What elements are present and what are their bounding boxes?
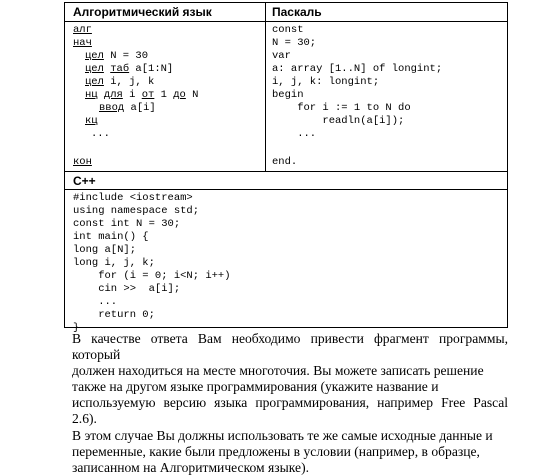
cpp-line: using namespace std;: [73, 205, 200, 217]
cpp-line: for (i = 0; i<N; i++): [73, 270, 231, 282]
algo-line: кц: [85, 115, 98, 127]
algo-line: кон: [73, 156, 92, 168]
algo-line: алг: [73, 24, 92, 36]
algo-line: ввод a[i]: [99, 102, 156, 114]
cpp-line: #include <iostream>: [73, 192, 193, 204]
paragraph-line: В качестве ответа Вам необходимо привести фрагмент программы, который: [72, 331, 508, 363]
cpp-line: int main() {: [73, 231, 149, 243]
algo-line: цел таб a[1:N]: [85, 63, 174, 75]
header-algo: Алгоритмический язык: [73, 5, 212, 19]
algo-line: цел i, j, k: [85, 76, 155, 88]
algo-line: ...: [91, 128, 110, 140]
paragraph-line: записанном на Алгоритмическом языке).: [72, 459, 310, 475]
paragraph-line: должен находиться на месте многоточия. Вы можете записать решение: [72, 363, 484, 379]
pascal-line: var: [272, 50, 291, 62]
paragraph-line: также на другом языке программирования (укажите название и: [72, 379, 439, 395]
code-comparison-table: [64, 2, 508, 334]
header-pascal: Паскаль: [272, 5, 322, 19]
pascal-line: const: [272, 24, 304, 36]
cpp-line: return 0;: [73, 309, 155, 321]
pascal-line: begin: [272, 89, 304, 101]
cpp-line: }: [73, 322, 80, 334]
cpp-line: const int N = 30;: [73, 218, 181, 230]
header-cpp: C++: [73, 174, 96, 188]
cpp-line: long i, j, k;: [73, 257, 155, 269]
pascal-line: end.: [272, 156, 298, 168]
cpp-line: long a[N];: [73, 244, 137, 256]
cpp-header-divider: [65, 189, 507, 190]
paragraph-line: используемую версию языка программирования, например Free Pascal 2.6).: [72, 395, 508, 427]
cpp-line: cin >> a[i];: [73, 283, 181, 295]
pascal-line: for i := 1 to N do: [272, 102, 411, 114]
pascal-line: readln(a[i]);: [272, 115, 405, 127]
algo-line: нц для i от 1 до N: [85, 89, 199, 101]
pascal-line: ...: [272, 128, 317, 140]
pascal-line: i, j, k: longint;: [272, 76, 380, 88]
pascal-line: a: array [1..N] of longint;: [272, 63, 443, 75]
pascal-line: N = 30;: [272, 37, 317, 49]
algo-line: нач: [73, 37, 92, 49]
algo-line: цел N = 30: [85, 50, 149, 62]
instructions-paragraph: [72, 331, 508, 476]
header-divider: [65, 21, 507, 22]
paragraph-line: В этом случае Вы должны использовать те же самые исходные данные и: [72, 427, 493, 443]
paragraph-line: переменные, какие были предложены в условии (например, в образце,: [72, 443, 480, 459]
column-divider: [265, 3, 266, 171]
section-divider: [65, 171, 507, 172]
cpp-line: ...: [73, 296, 118, 308]
